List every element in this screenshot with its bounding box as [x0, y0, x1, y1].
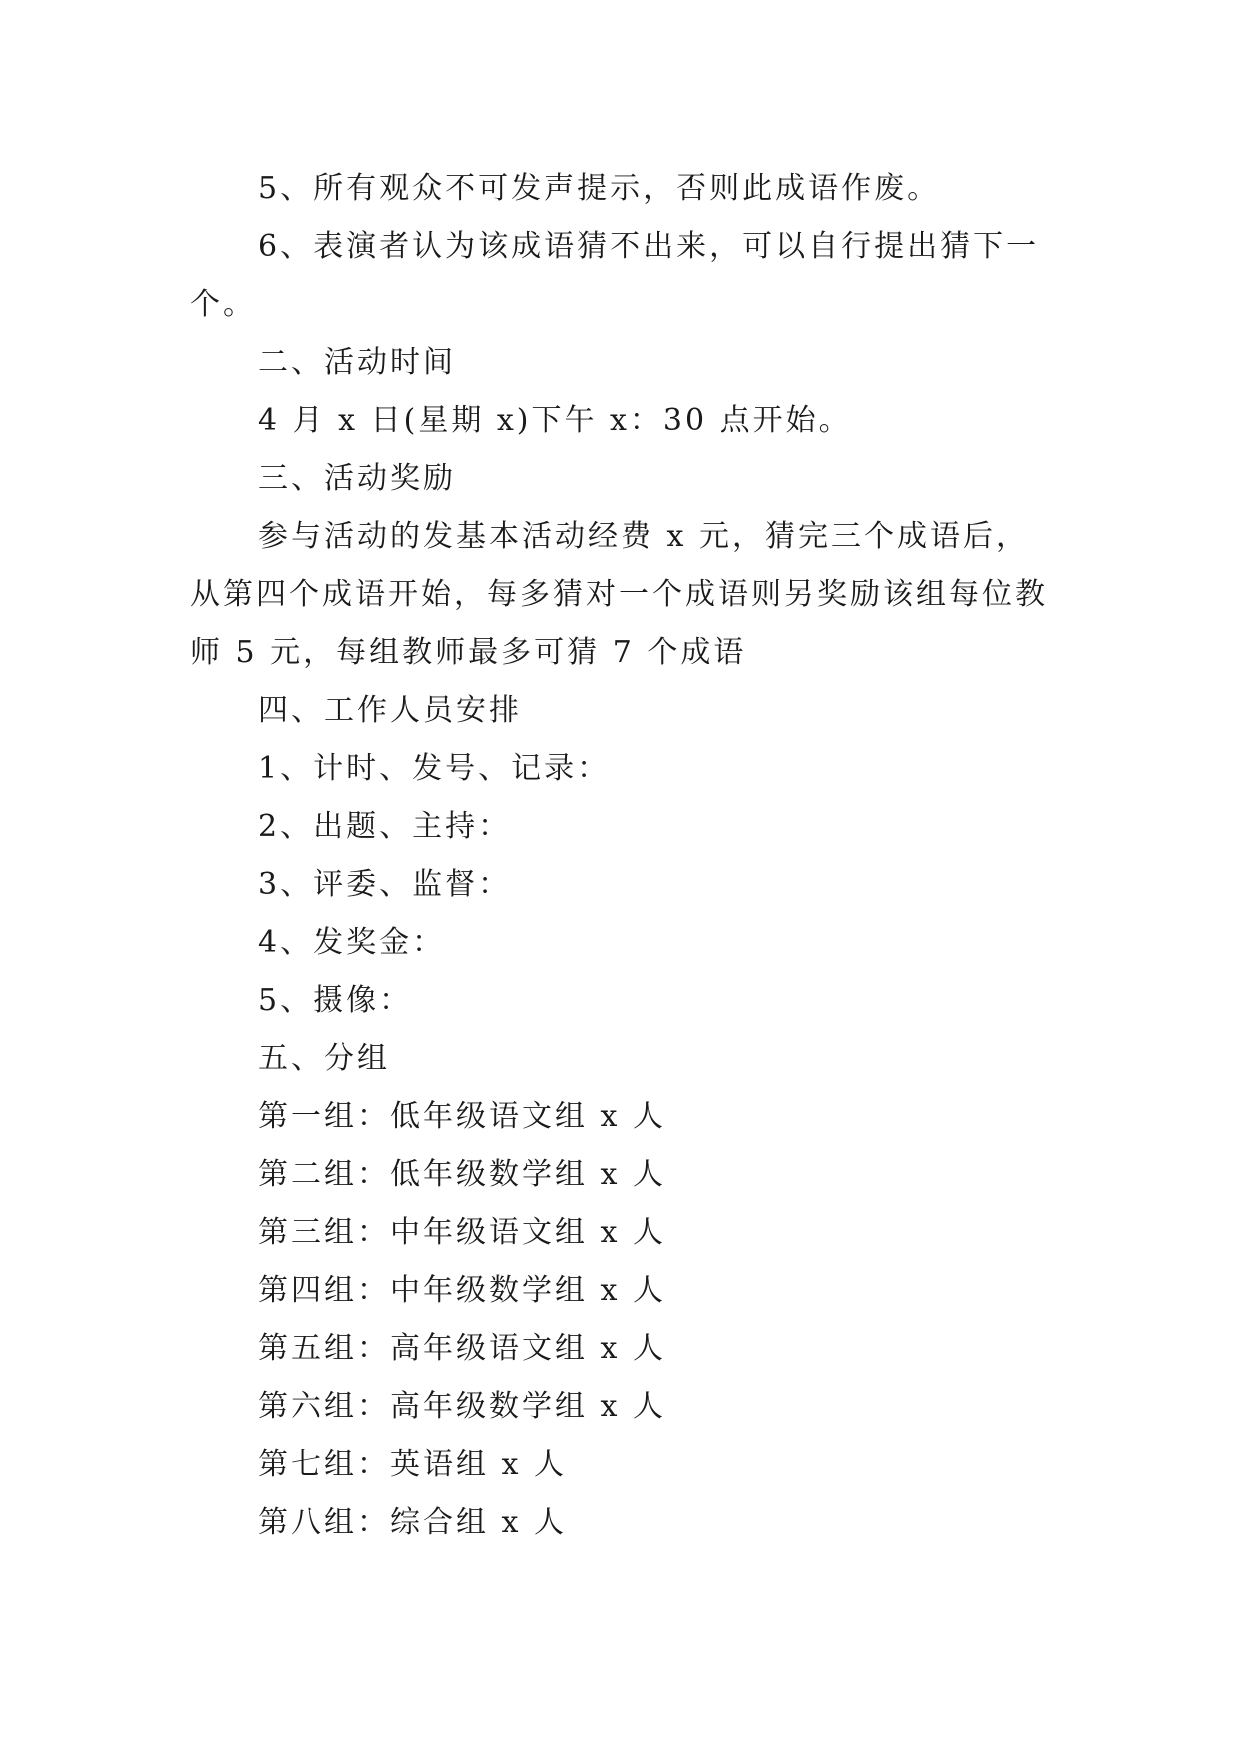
- rule-6: 6、表演者认为该成语猜不出来，可以自行提出猜下一个。: [190, 229, 1040, 322]
- section-heading-reward: 三、活动奖励: [258, 461, 456, 496]
- staff-item-1: 1、计时、发号、记录：: [258, 751, 611, 786]
- staff-item-2: 2、出题、主持：: [258, 809, 512, 844]
- activity-time: 4 月 x 日(星期 x)下午 x：30 点开始。: [258, 403, 852, 438]
- staff-item-3: 3、评委、监督：: [258, 867, 512, 902]
- staff-item-5: 5、摄像：: [258, 983, 413, 1018]
- group-2: 第二组：低年级数学组 x 人: [258, 1157, 666, 1192]
- group-7: 第七组：英语组 x 人: [258, 1447, 567, 1482]
- staff-item-4: 4、发奖金：: [258, 925, 446, 960]
- group-3: 第三组：中年级语文组 x 人: [258, 1215, 666, 1250]
- group-1: 第一组：低年级语文组 x 人: [258, 1099, 666, 1134]
- group-5: 第五组：高年级语文组 x 人: [258, 1331, 666, 1366]
- reward-description: 参与活动的发基本活动经费 x 元，猜完三个成语后，从第四个成语开始，每多猜对一个成语则另奖励该组每位教师 5 元，每组教师最多可猜 7 个成语: [190, 519, 1048, 670]
- rule-5: 5、所有观众不可发声提示，否则此成语作废。: [258, 171, 941, 206]
- group-4: 第四组：中年级数学组 x 人: [258, 1273, 666, 1308]
- document-page: [190, 160, 1060, 1552]
- group-6: 第六组：高年级数学组 x 人: [258, 1389, 666, 1424]
- section-heading-time: 二、活动时间: [258, 345, 456, 380]
- section-heading-groups: 五、分组: [258, 1041, 390, 1076]
- section-heading-staff: 四、工作人员安排: [258, 693, 522, 728]
- group-8: 第八组：综合组 x 人: [258, 1505, 567, 1540]
